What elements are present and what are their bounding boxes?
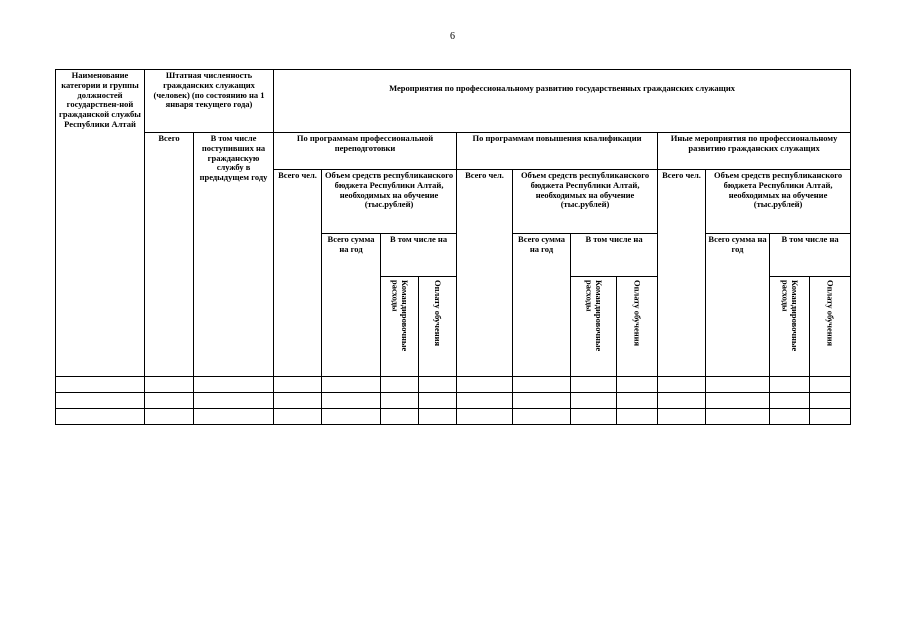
header-staff-new: В том числе поступивших на гражданскую службу в предыдущем году — [194, 133, 274, 377]
header-retraining-sum: Всего сумма на год — [322, 234, 381, 377]
header-group-qualification: По программам повышения квалификации — [457, 133, 658, 170]
header-other-budget: Объем средств республиканского бюджета Республики Алтай, необходимых на обучение (тыс.рублей) — [706, 170, 851, 234]
header-group-other: Иные мероприятия по профессиональному развитию гражданских служащих — [658, 133, 851, 170]
header-retraining-travel: Командировочные расходы — [381, 277, 419, 377]
header-staff-total: Всего — [145, 133, 194, 377]
header-other-tuition: Оплату обучения — [810, 277, 851, 377]
header-qualification-budget: Объем средств республиканского бюджета Республики Алтай, необходимых на обучение (тыс.рублей) — [513, 170, 658, 234]
header-qualification-sum: Всего сумма на год — [513, 234, 571, 377]
header-other-travel: Командировочные расходы — [770, 277, 810, 377]
header-group-retraining: По программам профессиональной переподготовки — [274, 133, 457, 170]
header-qualification-travel: Командировочные расходы — [571, 277, 617, 377]
header-other-sum: Всего сумма на год — [706, 234, 770, 377]
page-number: 6 — [450, 31, 455, 42]
table-row — [56, 409, 851, 425]
header-other-including: В том числе на — [770, 234, 851, 277]
header-retraining-persons: Всего чел. — [274, 170, 322, 377]
header-qualification-persons: Всего чел. — [457, 170, 513, 377]
header-qualification-tuition: Оплату обучения — [617, 277, 658, 377]
table-row — [56, 393, 851, 409]
header-events: Мероприятия по профессиональному развитию государственных гражданских служащих — [274, 70, 851, 133]
header-staff: Штатная численность гражданских служащих (человек) (по состоянию на 1 января текущего года) — [145, 70, 274, 133]
header-category: Наименование категории и группы должностей государствен-ной гражданской службы Республики Алтай — [56, 70, 145, 377]
training-plan-table — [55, 69, 851, 425]
header-retraining-budget: Объем средств республиканского бюджета Республики Алтай, необходимых на обучение (тыс.рублей) — [322, 170, 457, 234]
header-other-persons: Всего чел. — [658, 170, 706, 377]
header-retraining-including: В том числе на — [381, 234, 457, 277]
header-qualification-including: В том числе на — [571, 234, 658, 277]
header-retraining-tuition: Оплату обучения — [419, 277, 457, 377]
table-row — [56, 377, 851, 393]
